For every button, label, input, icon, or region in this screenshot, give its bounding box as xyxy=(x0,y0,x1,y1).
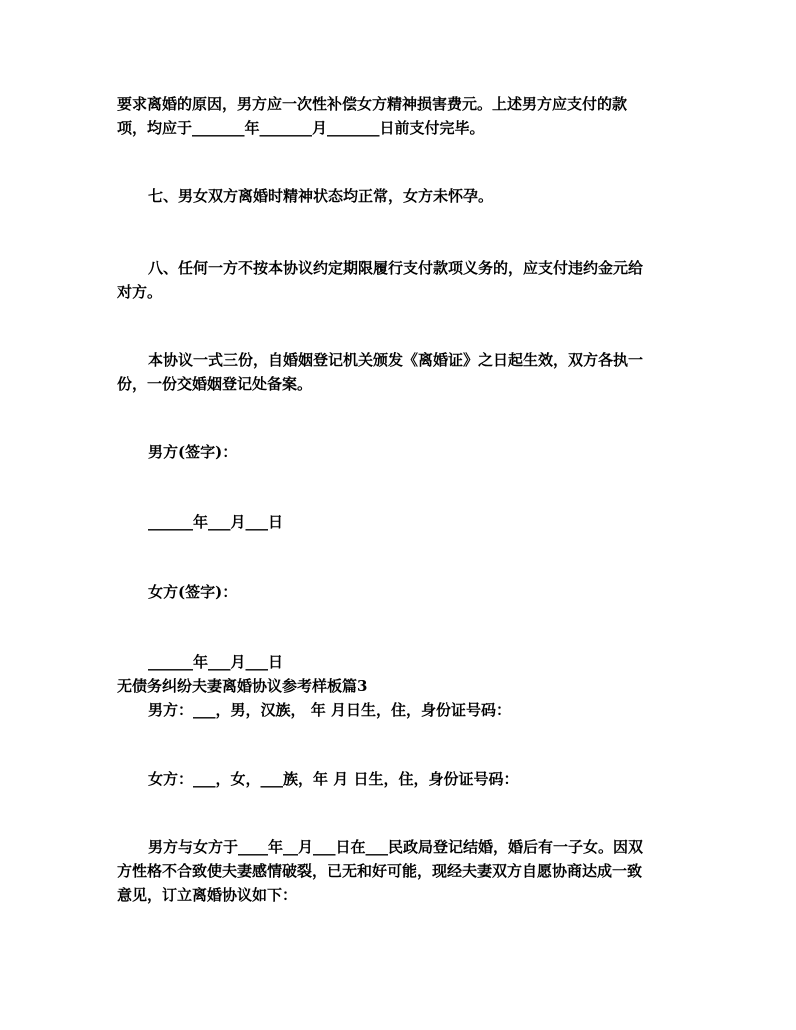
paragraph-line: 项，均应于_______年_______月_______日前支付完毕。 xyxy=(117,119,485,137)
section-title: 无债务纠纷夫妻离婚协议参考样板篇3 xyxy=(117,677,368,695)
male-signature-label: 男方(签字)： xyxy=(148,443,238,461)
clause-seven: 七、男女双方离婚时精神状态均正常，女方未怀孕。 xyxy=(148,187,494,205)
female-signature-label: 女方(签字)： xyxy=(148,583,238,601)
female-signature-date: ______年___月___日 xyxy=(148,653,284,671)
paragraph-line: 对方。 xyxy=(117,283,163,301)
paragraph-line: 方性格不合致使夫妻感情破裂，已无和好可能，现经夫妻双方自愿协商达成一致 xyxy=(117,862,643,880)
agreement-copies: 本协议一式三份，自婚姻登记机关颁发《离婚证》之日起生效，双方各执一 xyxy=(148,351,644,369)
clause-eight: 八、任何一方不按本协议约定期限履行支付款项义务的，应支付违约金元给 xyxy=(148,259,644,277)
male-signature-date: ______年___月___日 xyxy=(148,513,284,531)
paragraph-line: 意见，订立离婚协议如下： xyxy=(117,886,298,904)
male-info: 男方：___，男，汉族， 年 月日生，住，身份证号码： xyxy=(148,701,511,719)
paragraph-line: 要求离婚的原因，男方应一次性补偿女方精神损害费元。上述男方应支付的款 xyxy=(117,95,628,113)
marriage-paragraph: 男方与女方于____年__月___日在___民政局登记结婚，婚后有一子女。因双 xyxy=(148,838,644,856)
paragraph-line: 份，一份交婚姻登记处备案。 xyxy=(117,375,313,393)
female-info: 女方：___，女，___族，年 月 日生，住，身份证号码： xyxy=(148,770,519,788)
